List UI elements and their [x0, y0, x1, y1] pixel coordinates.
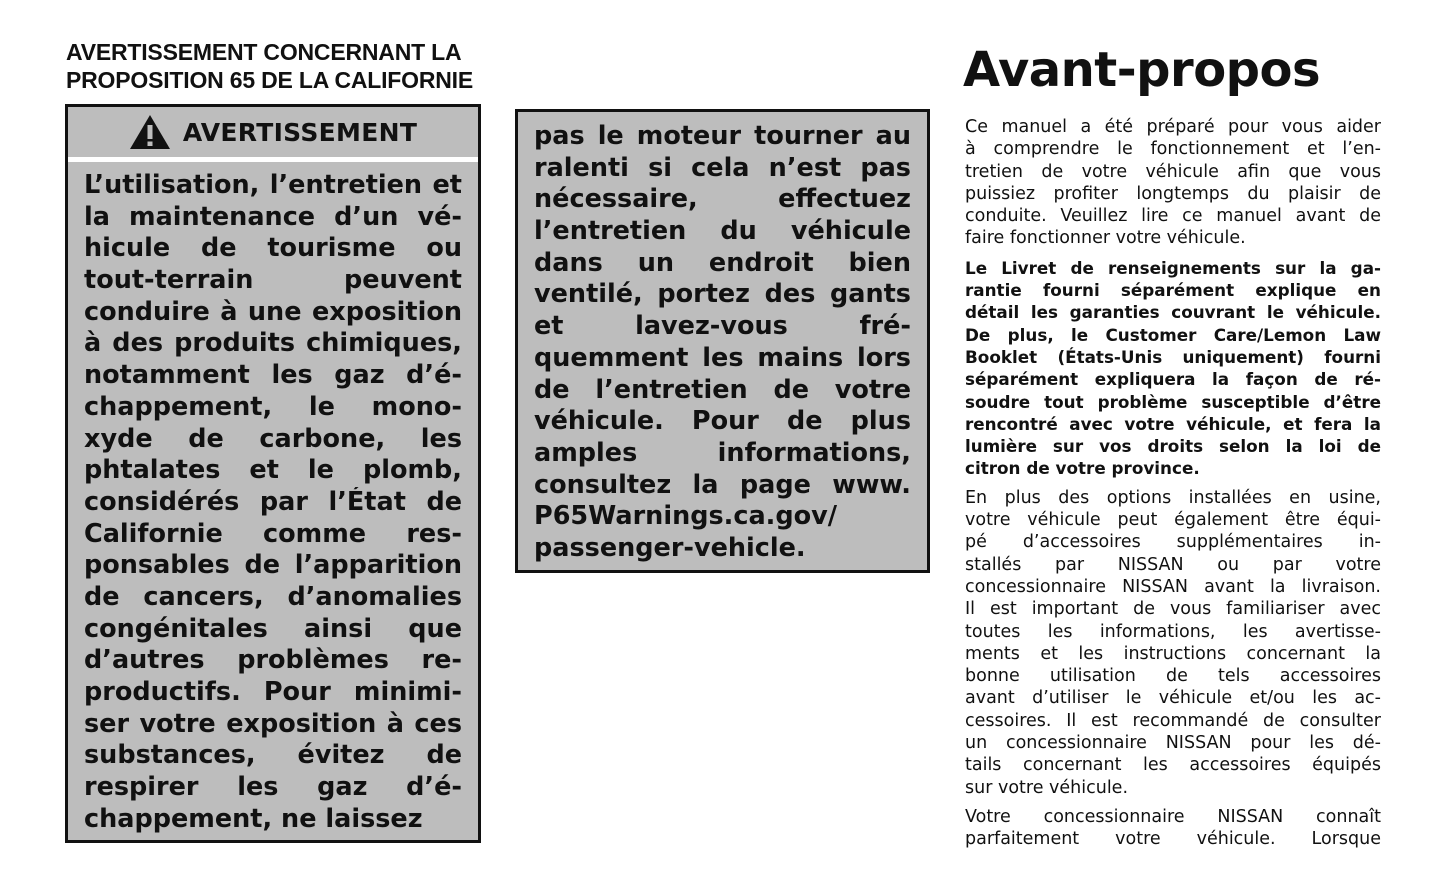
- text-line: conduite. Veuillez lire ce manuel avant de: [965, 206, 1381, 227]
- text-line: consultez la page www.: [534, 469, 911, 500]
- text-line: En plus des options installées en usine,: [965, 487, 1381, 508]
- text-line: avant d’utiliser le véhicule et/ou les ac-: [965, 688, 1381, 709]
- text-line: ser votre exposition à ces: [84, 708, 462, 739]
- text-line: séparément expliquera la façon de ré-: [965, 369, 1381, 390]
- text-line: tout-terrain peuvent: [84, 265, 462, 296]
- text-line: ventilé, portez des gants: [534, 279, 911, 310]
- text-line: respirer les gaz d’é-: [84, 772, 462, 803]
- text-line: sur votre véhicule.: [965, 777, 1129, 798]
- page-title: Avant-propos: [963, 42, 1321, 98]
- warning-title: AVERTISSEMENT: [182, 117, 418, 147]
- text-line: phtalates et le plomb,: [84, 455, 462, 486]
- text-line: dans un endroit bien: [534, 247, 911, 278]
- text-line: pé d’accessoires supplémentaires in-: [965, 532, 1381, 553]
- text-line: de cancers, d’anomalies: [84, 581, 462, 612]
- text-line: concessionnaire NISSAN avant la livraison.: [965, 576, 1381, 597]
- text-line: à des produits chimiques,: [84, 328, 462, 359]
- text-line: détail les garanties couvrant le véhicule.: [965, 302, 1381, 323]
- text-line: passenger-vehicle.: [534, 532, 806, 563]
- text-line: faire fonctionner votre véhicule.: [965, 228, 1246, 249]
- text-line: bonne utilisation de tels accessoires: [965, 666, 1381, 687]
- text-line: puissiez profiter longtemps du plaisir de: [965, 183, 1381, 204]
- text-line: de l’entretien de votre: [534, 374, 911, 405]
- text-line: Ce manuel a été préparé pour vous aider: [965, 117, 1381, 137]
- text-line: votre véhicule peut également être équi-: [965, 510, 1381, 531]
- text-line: stallés par NISSAN ou par votre: [965, 554, 1381, 575]
- text-line: véhicule. Pour de plus: [534, 406, 911, 437]
- avant-propos-body: [965, 116, 1381, 858]
- warning-header: [68, 107, 478, 162]
- text-line: notamment les gaz d’é-: [84, 360, 462, 391]
- text-line: xyde de carbone, les: [84, 423, 462, 454]
- text-line: Le Livret de renseignements sur la ga-: [965, 257, 1381, 278]
- text-line: productifs. Pour minimi-: [84, 677, 462, 707]
- text-line: chappement, le mono-: [84, 391, 462, 422]
- text-line: rantie fourni séparément explique en: [965, 280, 1381, 301]
- paragraph-warranty: [965, 257, 1381, 480]
- text-line: toutes les informations, les avertisse-: [965, 621, 1381, 642]
- text-line: L’utilisation, l’entretien et: [84, 170, 462, 200]
- text-line: citron de votre province.: [965, 458, 1200, 479]
- paragraph-dealer: [965, 806, 1381, 851]
- text-line: parfaitement votre véhicule. Lorsque: [965, 829, 1381, 850]
- text-line: un concessionnaire NISSAN pour les dé-: [965, 733, 1381, 754]
- prop65-heading-line1: AVERTISSEMENT CONCERNANT LA: [66, 39, 462, 65]
- text-line: pas le moteur tourner au: [534, 121, 911, 151]
- prop65-heading: [66, 38, 496, 94]
- text-line: ments et les instructions concernant la: [965, 643, 1381, 664]
- text-line: conduire à une exposition: [84, 296, 462, 327]
- text-line: d’autres problèmes re-: [84, 645, 462, 676]
- text-line: congénitales ainsi que: [84, 613, 462, 644]
- text-line: Votre concessionnaire NISSAN connaît: [965, 806, 1381, 827]
- text-line: rencontré avec votre véhicule, et fera la: [965, 413, 1381, 434]
- text-line: tails concernant les accessoires équipés: [965, 755, 1381, 776]
- text-line: ponsables de l’apparition: [84, 550, 462, 581]
- text-line: chappement, ne laissez: [84, 803, 423, 834]
- text-line: Californie comme res-: [84, 518, 462, 549]
- text-line: nécessaire, effectuez: [534, 184, 911, 215]
- text-line: amples informations,: [534, 437, 911, 468]
- paragraph-intro: [965, 116, 1381, 250]
- text-line: De plus, le Customer Care/Lemon Law: [965, 324, 1381, 345]
- text-line: lumière sur vos droits selon la loi de: [965, 436, 1381, 457]
- text-line: hicule de tourisme ou: [84, 233, 462, 264]
- text-line: cessoires. Il est recommandé de consulter: [965, 710, 1381, 731]
- warning-triangle-icon: [129, 114, 171, 150]
- text-line: soudre tout problème susceptible d’être: [965, 391, 1381, 412]
- text-line: tretien de votre véhicule afin que vous: [965, 161, 1381, 182]
- warning-text-col1: [68, 162, 478, 835]
- prop65-heading-line2: PROPOSITION 65 DE LA CALIFORNIE: [66, 67, 473, 93]
- text-line: substances, évitez de: [84, 740, 462, 771]
- text-line: quemment les mains lors: [534, 342, 911, 373]
- text-line: Il est important de vous familiariser avec: [965, 599, 1381, 620]
- text-line: l’entretien du véhicule: [534, 216, 911, 247]
- warning-box-part2: [515, 109, 930, 573]
- text-line: à comprendre le fonctionnement et l’en-: [965, 139, 1381, 160]
- text-line: P65Warnings.ca.gov/: [534, 501, 838, 532]
- text-line: Booklet (États-Unis uniquement) fourni: [965, 346, 1381, 367]
- paragraph-accessories: [965, 487, 1381, 799]
- text-line: considérés par l’État de: [84, 486, 462, 517]
- text-line: et lavez-vous fré-: [534, 311, 911, 342]
- text-line: ralenti si cela n’est pas: [534, 152, 911, 183]
- text-line: la maintenance d’un vé-: [84, 201, 462, 232]
- warning-box-part1: [65, 104, 481, 843]
- warning-text-col2: [518, 112, 927, 565]
